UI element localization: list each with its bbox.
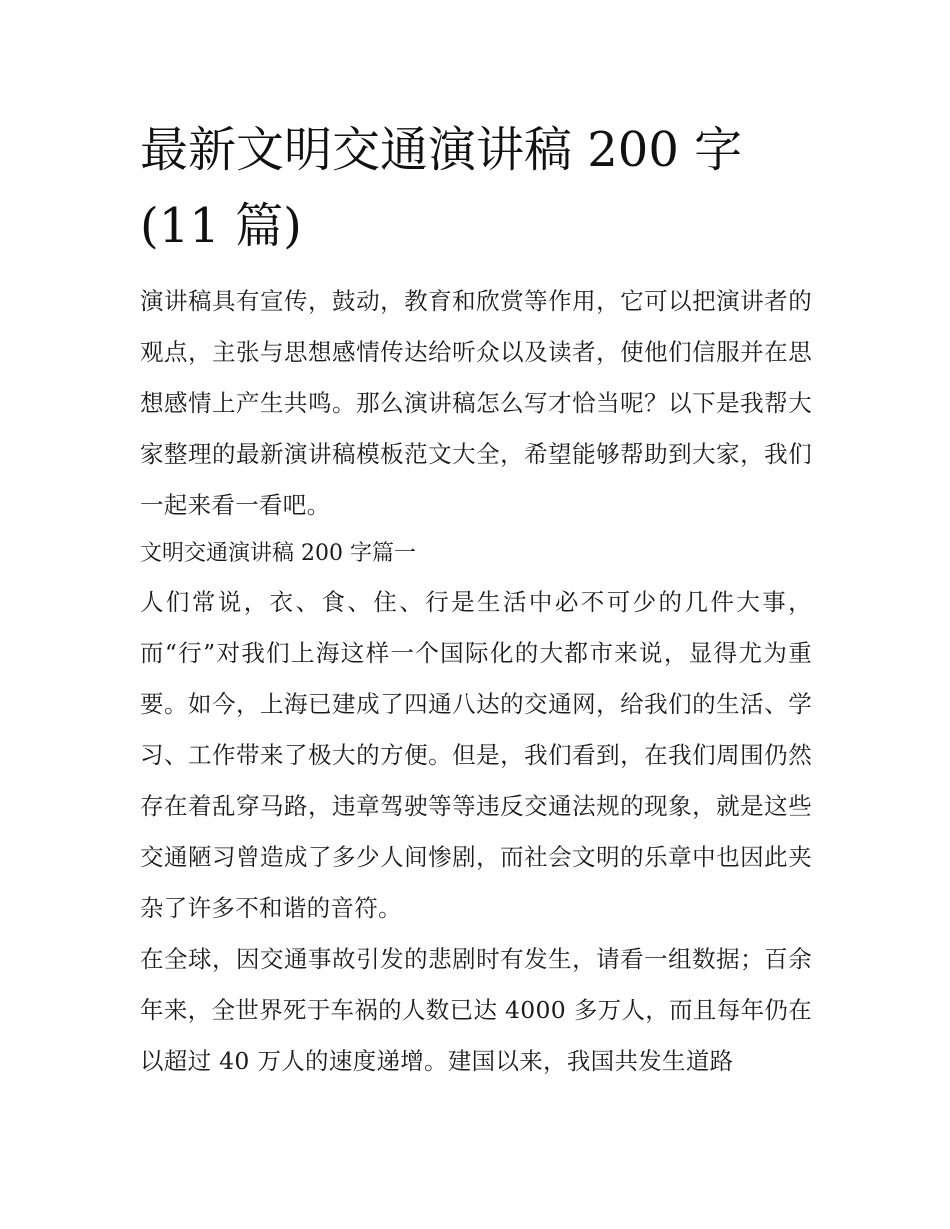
document-body bbox=[140, 276, 812, 1087]
body-paragraph: 人们常说，衣、食、住、行是生活中必不可少的几件大事，而“行”对我们上海这样一个国际化的大都市来说，显得尤为重要。如今，上海已建成了四通八达的交通网，给我们的生活、学习、工作带来了极大的方便。但是，我们看到，在我们周围仍然存在着乱穿马路，违章驾驶等等违反交通法规的现象，就是这些交通陋习曾造成了多少人间惨剧，而社会文明的乐章中也因此夹杂了许多不和谐的音符。 bbox=[140, 588, 812, 922]
section-heading: 文明交通演讲稿 200 字篇一 bbox=[140, 541, 416, 566]
document-title: 最新文明交通演讲稿 200 字(11 篇) bbox=[140, 122, 743, 254]
body-paragraph: 在全球，因交通事故引发的悲剧时有发生，请看一组数据；百余年来，全世界死于车祸的人数已达 4000 多万人，而且每年仍在以超过 40 万人的速度递增。建国以来，我国共发生道路 bbox=[140, 945, 812, 1075]
intro-paragraph: 演讲稿具有宣传，鼓动，教育和欣赏等作用，它可以把演讲者的观点，主张与思想感情传达给听众以及读者，使他们信服并在思想感情上产生共鸣。那么演讲稿怎么写才恰当呢？以下是我帮大家整理的最新演讲稿模板范文大全，希望能够帮助到大家，我们一起来看一看吧。 bbox=[140, 287, 812, 519]
